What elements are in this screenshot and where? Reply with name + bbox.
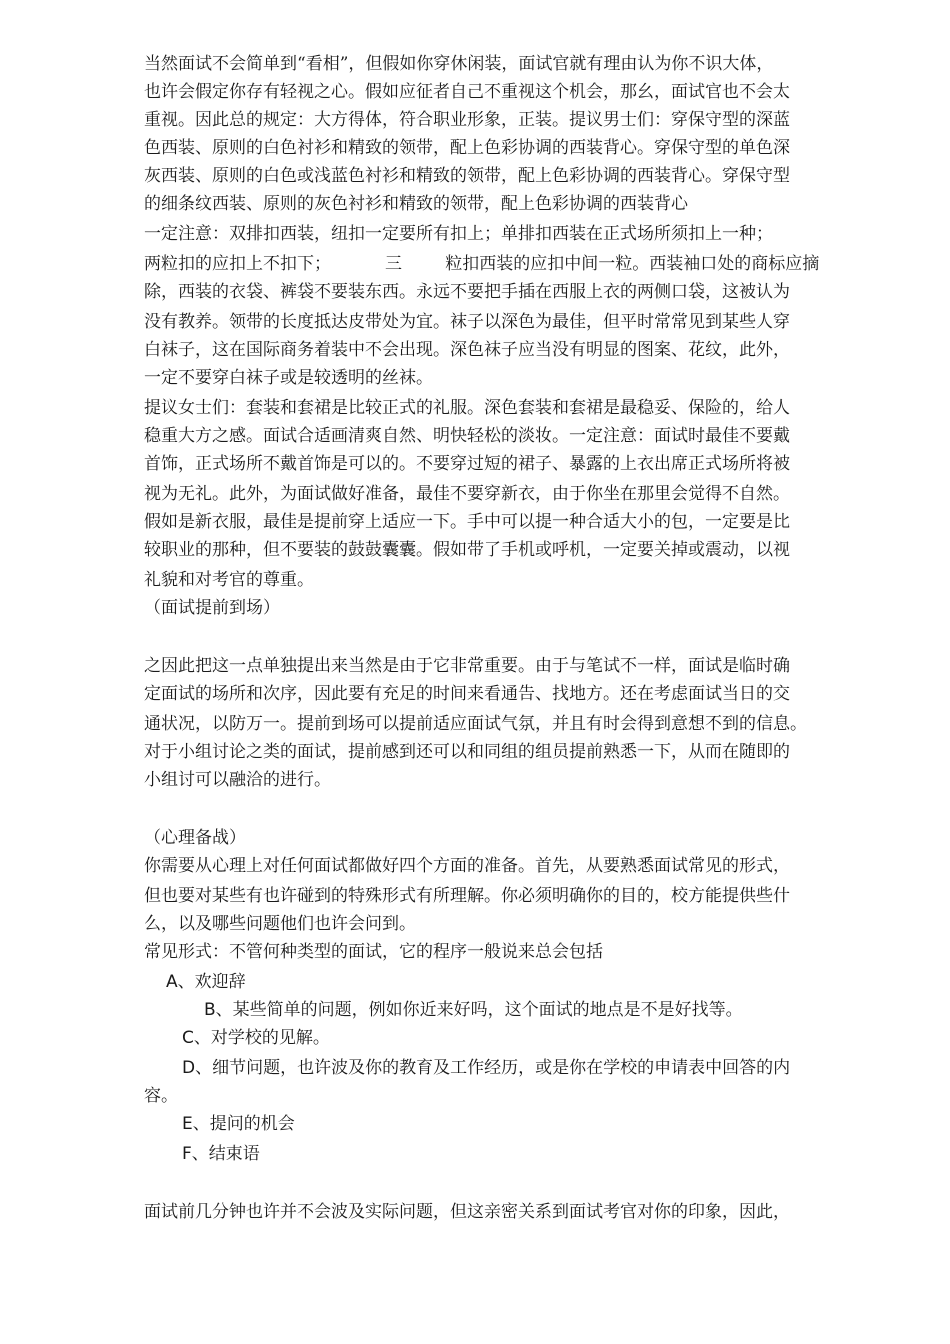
text-line: 当然面试不会简单到“看相”，但假如你穿休闲装，面试官就有理由认为你不识大体，	[144, 54, 774, 74]
text-line: 较职业的那种，但不要装的鼓鼓囊囊。假如带了手机或呼机，一定要关掉或震动，以视	[144, 540, 790, 560]
list-item-e: E、提问的机会	[182, 1114, 295, 1134]
text-line: 视为无礼。此外，为面试做好准备，最佳不要穿新衣，由于你坐在那里会觉得不自然。	[144, 484, 790, 504]
text-line: 灰西装、原则的白色或浅蓝色衬衫和精致的领带，配上色彩协调的西装背心。穿保守型	[144, 166, 790, 186]
text-line: 两粒扣的应扣上不扣下； 三 粒扣西装的应扣中间一粒。西装袖口处的商标应摘	[144, 254, 820, 274]
text-line: 常见形式：不管何种类型的面试，它的程序一般说来总会包括	[144, 942, 603, 962]
text-line: 白袜子，这在国际商务着装中不会出现。深色袜子应当没有明显的图案、花纹，此外，	[144, 340, 790, 360]
text-line: 通状况，以防万一。提前到场可以提前适应面试气氛，并且有时会得到意想不到的信息。	[144, 714, 807, 734]
list-item-f: F、结束语	[182, 1144, 260, 1164]
text-line: 没有教养。领带的长度抵达皮带处为宜。袜子以深色为最佳，但平时常常见到某些人穿	[144, 312, 790, 332]
text-line: 对于小组讨论之类的面试，提前感到还可以和同组的组员提前熟悉一下，从而在随即的	[144, 742, 790, 762]
text-line: 首饰，正式场所不戴首饰是可以的。不要穿过短的裙子、暴露的上衣出席正式场所将被	[144, 454, 790, 474]
text-line: 的细条纹西装、原则的灰色衬衫和精致的领带，配上色彩协调的西装背心	[144, 194, 688, 214]
text-line: 之因此把这一点单独提出来当然是由于它非常重要。由于与笔试不一样，面试是临时确	[144, 656, 790, 676]
text-line: 你需要从心理上对任何面试都做好四个方面的准备。首先，从要熟悉面试常见的形式，	[144, 856, 790, 876]
text-line: 重视。因此总的规定：大方得体，符合职业形象，正装。提议男士们：穿保守型的深蓝	[144, 110, 790, 130]
text-line: 一定注意：双排扣西装，纽扣一定要所有扣上；单排扣西装在正式场所须扣上一种；	[144, 224, 773, 244]
list-item-c: C、对学校的见解。	[182, 1028, 330, 1048]
text-line: 假如是新衣服，最佳是提前穿上适应一下。手中可以提一种合适大小的包，一定要是比	[144, 512, 790, 532]
text-line: 但也要对某些有也许碰到的特殊形式有所理解。你必须明确你的目的，校方能提供些什	[144, 886, 790, 906]
section-heading: （面试提前到场）	[144, 598, 280, 618]
text-line: 稳重大方之感。面试合适画清爽自然、明快轻松的淡妆。一定注意：面试时最佳不要戴	[144, 426, 790, 446]
text-line: 提议女士们：套装和套裙是比较正式的礼服。深色套装和套裙是最稳妥、保险的，给人	[144, 398, 790, 418]
text-line: 么，以及哪些问题他们也许会问到。	[144, 914, 416, 934]
list-item-a: A、欢迎辞	[166, 972, 246, 992]
text-line: 也许会假定你存有轻视之心。假如应征者自己不重视这个机会，那幺，面试官也不会太	[144, 82, 790, 102]
list-item-d: D、细节问题，也许波及你的教育及工作经历，或是你在学校的申请表中回答的内	[182, 1058, 791, 1078]
text-line: 礼貌和对考官的尊重。	[144, 570, 314, 590]
text-line: 色西装、原则的白色衬衫和精致的领带，配上色彩协调的西装背心。穿保守型的单色深	[144, 138, 790, 158]
list-item-b: B、某些简单的问题，例如你近来好吗，这个面试的地点是不是好找等。	[204, 1000, 743, 1020]
section-heading: （心理备战）	[144, 828, 246, 848]
list-item-d-continued: 容。	[144, 1086, 178, 1106]
text-line: 面试前几分钟也许并不会波及实际问题，但这亲密关系到面试考官对你的印象，因此，	[144, 1202, 790, 1222]
text-line: 除，西装的衣袋、裤袋不要装东西。永远不要把手插在西服上衣的两侧口袋，这被认为	[144, 282, 790, 302]
text-line: 定面试的场所和次序，因此要有充足的时间来看通告、找地方。还在考虑面试当日的交	[144, 684, 790, 704]
text-line: 一定不要穿白袜子或是较透明的丝袜。	[144, 368, 433, 388]
text-line: 小组讨可以融洽的进行。	[144, 770, 331, 790]
